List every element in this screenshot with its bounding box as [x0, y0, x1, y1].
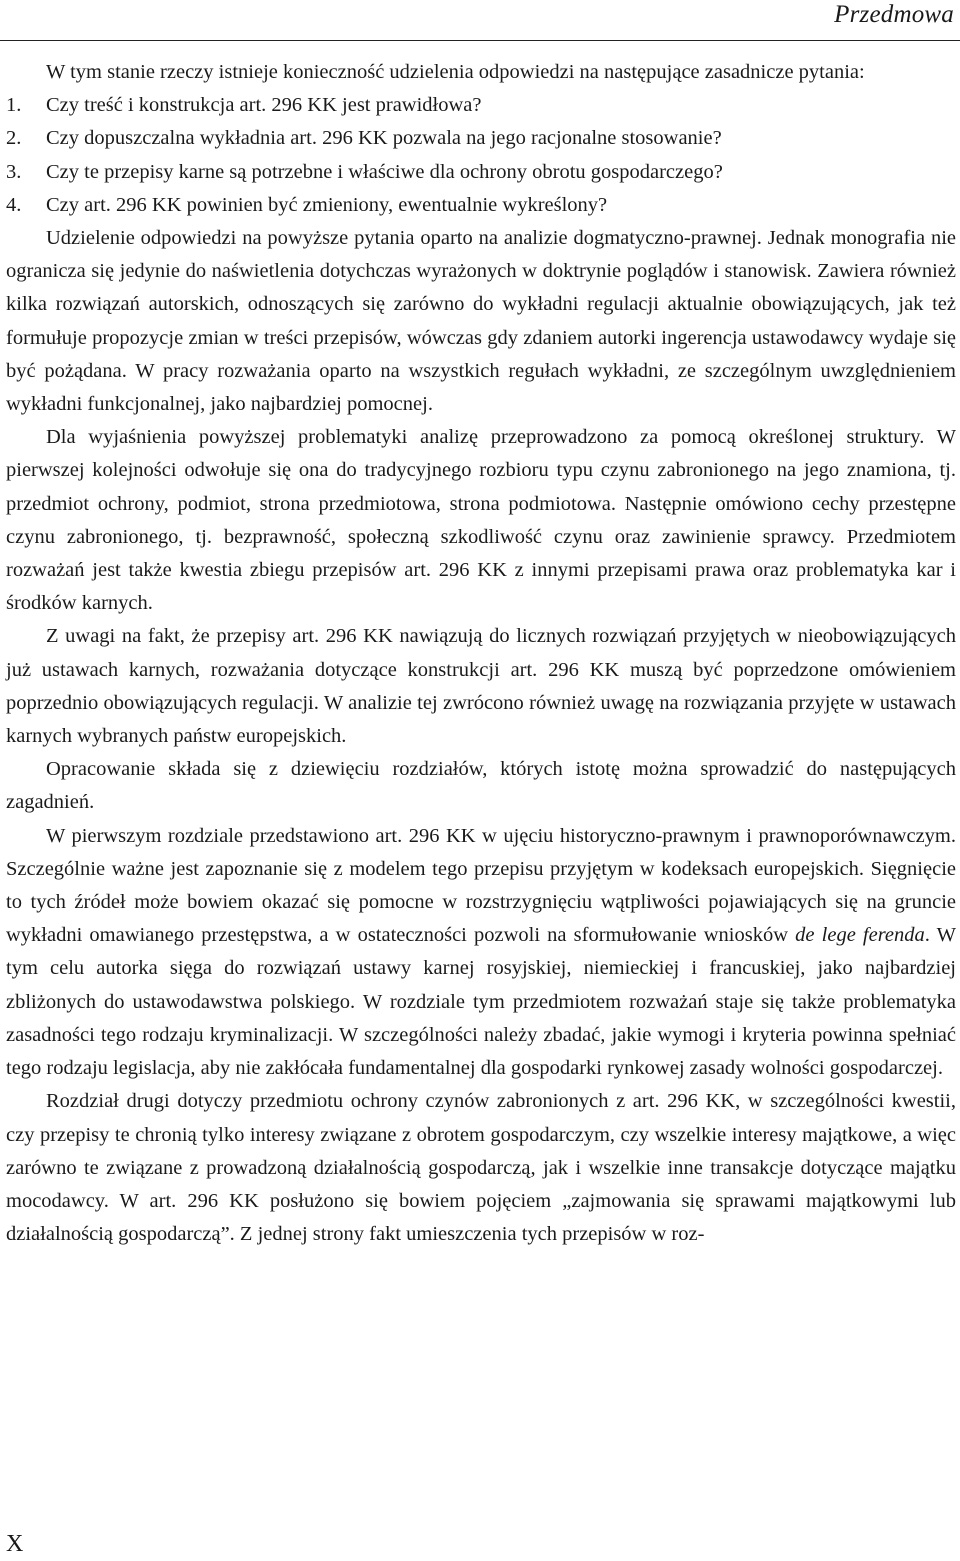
question-item — [6, 156, 956, 189]
question-item — [6, 189, 956, 222]
intro-paragraph: W tym stanie rzeczy istnieje konieczność udzielenia odpowiedzi na następujące zasadnicze pytania: — [46, 61, 865, 83]
paragraph-chapter-one — [6, 820, 956, 1086]
paragraph-history: Z uwagi na fakt, że przepisy art. 296 KK nawiązują do licznych rozwiązań przyjętych w nieobowiązujących już ustawach karnych, rozważania dotyczące konstrukcji art. 296 KK muszą być poprzedzone omówieniem poprzednio obowiązujących regulacji. W analizie tej zwrócono również uwagę na rozwiązania przyjęte w ustawach karnych wybranych państw europejskich. — [6, 625, 956, 748]
running-head — [0, 0, 960, 41]
paragraph-structure: Dla wyjaśnienia powyższej problematyki analizę przeprowadzono za pomocą określonej struktury. W pierwszej kolejności odwołuje się ona do tradycyjnego rozbioru typu czynu zabronionego na jego znamiona, tj. przedmiot ochrony, podmiot, strona przedmiotowa, strona podmiotowa. Następnie omówiono cechy przestępne czynu zabronionego, tj. bezprawność, społeczną szkodliwość czynu oraz zawinienie sprawcy. Przedmiotem rozważań jest także kwestia zbiegu przepisów art. 296 KK z innymi przepisami prawa oraz problematyka kar i środków karnych. — [6, 426, 956, 615]
question-number: 2. — [6, 127, 22, 150]
chapter-one-text-a: W pierwszym rozdziale przedstawiono art. 296 KK w ujęciu historyczno-prawnym i prawnoporównawczym. Szczególnie ważne jest zapoznanie się z modelem tego przepisu przyjętym w kodeksach europejskich. Sięgnięcie to tych źródeł może bowiem okazać się pomocne w rozstrzygnięciu wątpliwości pojawiających się na gruncie wykładni omawianego przestępstwa, a w ostateczności pozwoli na sformułowanie wniosków — [6, 824, 956, 947]
question-text: Czy dopuszczalna wykładnia art. 296 KK pozwala na jego racjonalne stosowanie? — [46, 127, 722, 150]
paragraph-chapter-two: Rozdział drugi dotyczy przedmiotu ochrony czynów zabronionych z art. 296 KK, w szczególności kwestii, czy przepisy te chronią tylko interesy związane z obrotem gospodarczym, czy wszelkie interesy majątkowe, a więc zarówno te związane z prowadzoną działalnością gospodarczą, jak i wszelkie inne transakcje dotyczące majątku mocodawcy. W art. 296 KK posłużono się bowiem pojęciem „zajmowania się sprawami majątkowymi lub działalnością gospodarczą”. Z jednej strony fakt umieszczenia tych przepisów w roz- — [6, 1090, 956, 1246]
question-number: 4. — [6, 193, 22, 216]
paragraph-methodology: Udzielenie odpowiedzi na powyższe pytania oparto na analizie dogmatyczno-prawnej. Jednak monografia nie ogranicza się jedynie do naświetlenia dotychczas wyrażonych w doktrynie poglądów i stanowisk. Zawiera również kilka rozwiązań autorskich, odnoszących się zarówno do wykładni regulacji aktualnie obowiązujących, jak też formułuje propozycje zmian w treści przepisów, wówczas gdy zdaniem autorki ingerencja ustawodawcy wydaje się być pożądana. W pracy rozważania oparto na wszystkich regułach wykładni, ze szczególnym uwzględnieniem wykładni funkcjonalnej, jako najbardziej pomocnej. — [6, 227, 956, 416]
chapter-one-text-b: . W tym celu autorka sięga do rozwiązań ustawy karnej rosyjskiej, niemieckiej i francuskiej, jako najbardziej zbliżonych do ustawodawstwa polskiego. W rozdziale tym przedmiotem rozważań staje się także problematyka zasadności tego rodzaju kryminalizacji. W szczególności należy zbadać, jakie wymogi i kryteria powinna spełniać tego rodzaju legislacja, aby nie zakłócała fundamentalnej dla gospodarki rynkowej zasady wolności gospodarczej. — [6, 924, 957, 1080]
question-text: Czy treść i konstrukcja art. 296 KK jest prawidłowa? — [46, 94, 482, 117]
body-text — [6, 56, 956, 1251]
question-item — [6, 89, 956, 122]
question-item — [6, 122, 956, 155]
page-number: X — [6, 1531, 24, 1557]
question-number: 1. — [6, 94, 22, 117]
question-text: Czy art. 296 KK powinien być zmieniony, ewentualnie wykreślony? — [46, 193, 608, 216]
paragraph-chapters-intro: Opracowanie składa się z dziewięciu rozdziałów, których istotę można sprowadzić do następujących zagadnień. — [6, 758, 956, 814]
question-text: Czy te przepisy karne są potrzebne i właściwe dla ochrony obrotu gospodarczego? — [46, 160, 723, 183]
question-number: 3. — [6, 160, 22, 183]
running-head-title: Przedmowa — [834, 1, 954, 28]
chapter-one-latin-phrase: de lege ferenda — [795, 924, 925, 947]
